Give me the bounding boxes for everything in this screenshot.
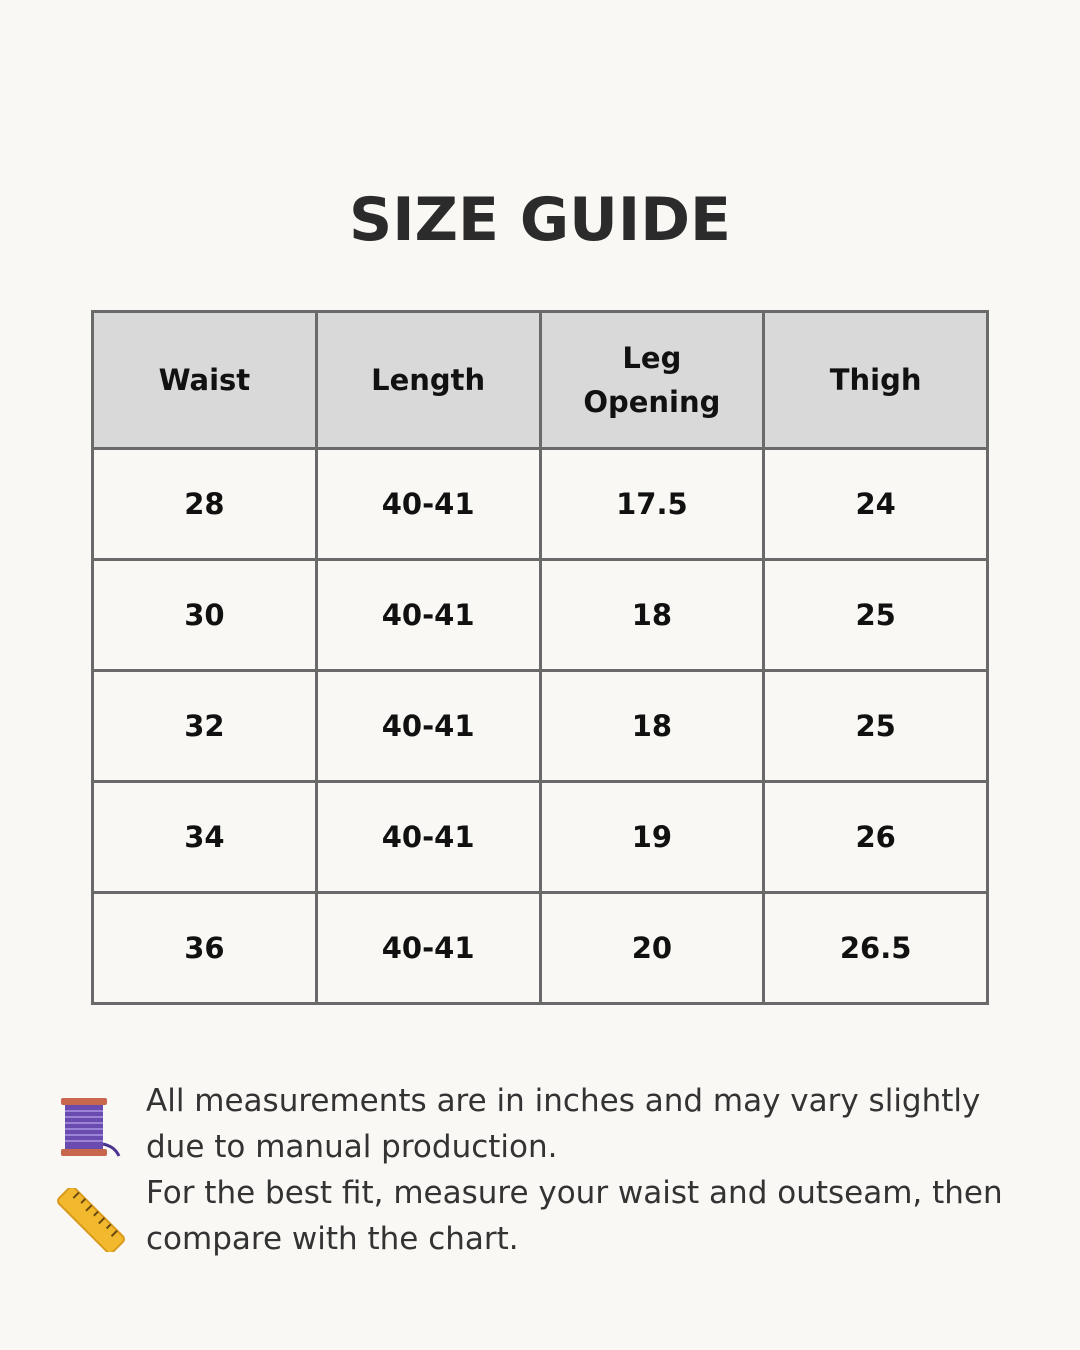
cell-waist: 32: [93, 671, 317, 782]
table-header-row: [93, 312, 988, 449]
page-title: SIZE GUIDE: [348, 185, 731, 255]
cell-leg-opening: 19: [540, 782, 764, 893]
note-text: All measurements are in inches and may vary slightly due to manual production.: [146, 1083, 981, 1165]
note-text: For the best fit, measure your waist and outseam, then compare with the chart.: [146, 1175, 1003, 1257]
cell-leg-opening: 17.5: [540, 449, 764, 560]
cell-leg-opening: 18: [540, 560, 764, 671]
size-chart-table: [91, 310, 989, 1005]
cell-length: 40-41: [316, 893, 540, 1004]
cell-thigh: 24: [764, 449, 988, 560]
cell-thigh: 26: [764, 782, 988, 893]
spool-of-thread-icon: [56, 1096, 126, 1160]
table-row: [93, 893, 988, 1004]
cell-waist: 30: [93, 560, 317, 671]
header-length: Length: [316, 312, 540, 449]
cell-thigh: 26.5: [764, 893, 988, 1004]
header-thigh: Thigh: [764, 312, 988, 449]
note-measurements: [56, 1078, 1046, 1170]
table-row: [93, 560, 988, 671]
table-row: [93, 782, 988, 893]
notes-section: [56, 1078, 1046, 1262]
ruler-icon: [56, 1188, 126, 1252]
header-leg-opening: Leg Opening: [540, 312, 764, 449]
cell-length: 40-41: [316, 671, 540, 782]
cell-thigh: 25: [764, 671, 988, 782]
table-row: [93, 449, 988, 560]
cell-length: 40-41: [316, 782, 540, 893]
cell-waist: 28: [93, 449, 317, 560]
cell-waist: 36: [93, 893, 317, 1004]
cell-leg-opening: 18: [540, 671, 764, 782]
note-best-fit: [56, 1170, 1046, 1262]
cell-length: 40-41: [316, 449, 540, 560]
header-waist: Waist: [93, 312, 317, 449]
table-row: [93, 671, 988, 782]
cell-length: 40-41: [316, 560, 540, 671]
cell-waist: 34: [93, 782, 317, 893]
cell-thigh: 25: [764, 560, 988, 671]
cell-leg-opening: 20: [540, 893, 764, 1004]
